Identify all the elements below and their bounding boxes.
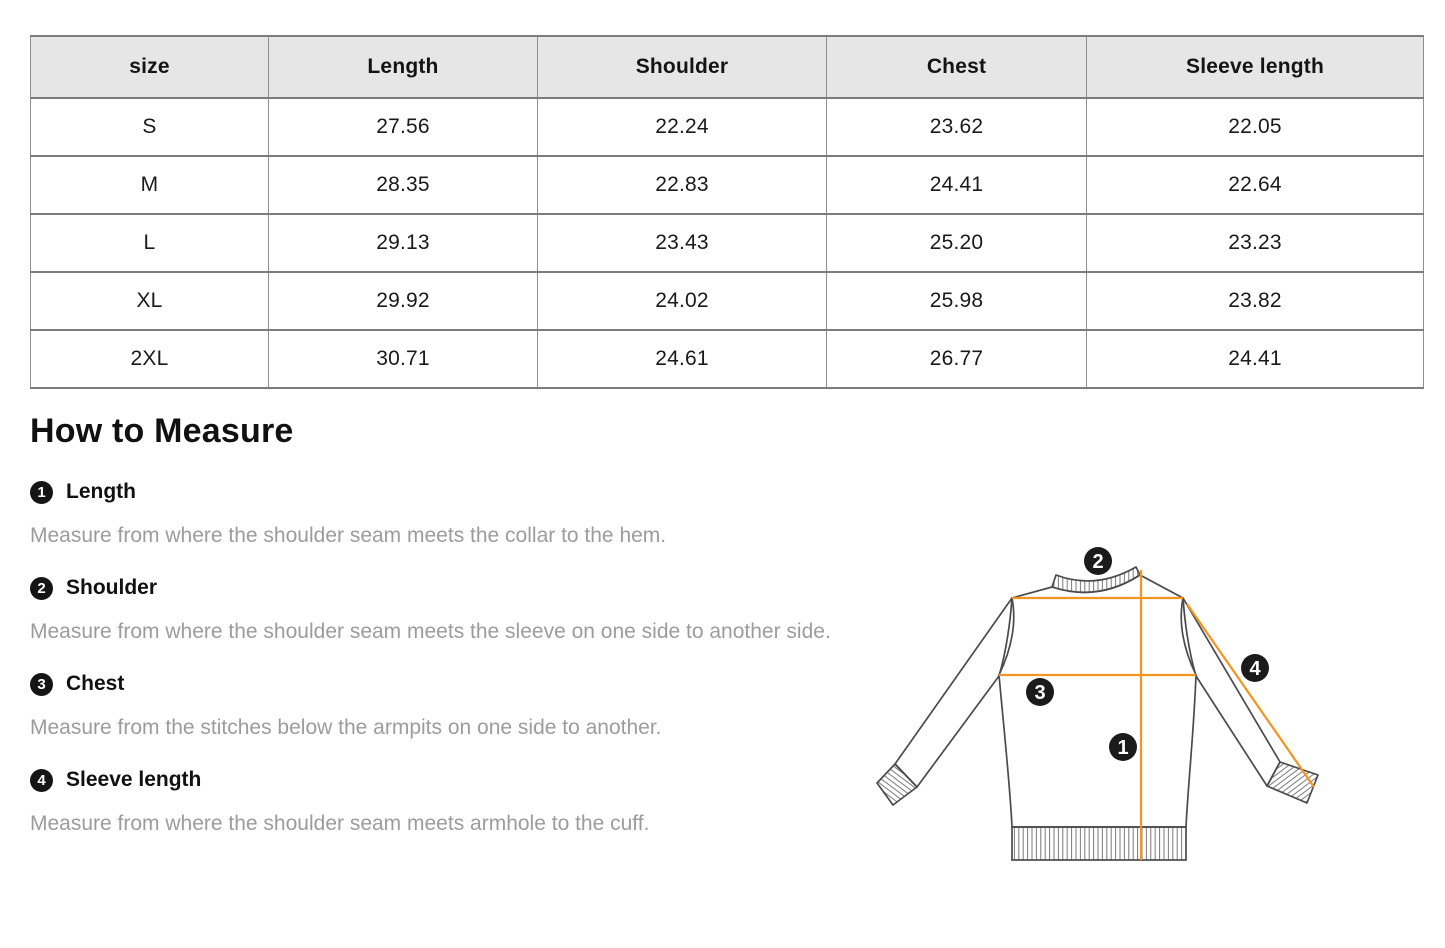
how-to-measure-section bbox=[30, 404, 930, 837]
measurement-cell: 22.05 bbox=[1087, 98, 1424, 156]
measurement-cell: 26.77 bbox=[827, 330, 1087, 388]
size-chart-table bbox=[30, 35, 1424, 389]
measure-item-chest bbox=[30, 672, 930, 696]
measure-item-label: Chest bbox=[66, 672, 125, 695]
column-header-sleeve-length: Sleeve length bbox=[1087, 36, 1424, 98]
measure-item-description: Measure from the stitches below the armpits on one side to another. bbox=[30, 716, 662, 739]
size-cell: S bbox=[31, 98, 269, 156]
measure-item-label: Length bbox=[66, 480, 136, 503]
sweater-body bbox=[999, 575, 1196, 827]
measurement-cell: 24.41 bbox=[827, 156, 1087, 214]
diagram-badge-shoulder bbox=[1084, 547, 1112, 575]
measurement-cell: 22.83 bbox=[538, 156, 827, 214]
section-title: How to Measure bbox=[30, 412, 294, 450]
number-badge: 2 bbox=[30, 577, 53, 600]
measure-item-label: Sleeve length bbox=[66, 768, 202, 791]
svg-text:4: 4 bbox=[1249, 658, 1261, 680]
svg-text:3: 3 bbox=[1034, 682, 1046, 704]
left-sleeve bbox=[895, 598, 1012, 787]
measurement-cell: 25.98 bbox=[827, 272, 1087, 330]
table-row bbox=[31, 98, 1424, 156]
measure-item-description: Measure from where the shoulder seam meets armhole to the cuff. bbox=[30, 812, 650, 835]
svg-text:2: 2 bbox=[1092, 551, 1104, 573]
table-row bbox=[31, 156, 1424, 214]
size-cell: L bbox=[31, 214, 269, 272]
number-badge: 4 bbox=[30, 769, 53, 792]
number-badge: 3 bbox=[30, 673, 53, 696]
hem-band bbox=[1012, 827, 1186, 860]
table-row bbox=[31, 214, 1424, 272]
sweater-measurement-diagram bbox=[855, 540, 1340, 880]
measurement-cell: 29.13 bbox=[269, 214, 538, 272]
size-cell: M bbox=[31, 156, 269, 214]
measurement-cell: 22.64 bbox=[1087, 156, 1424, 214]
measure-item-shoulder bbox=[30, 576, 930, 600]
measure-item-sleeve-length bbox=[30, 768, 930, 792]
size-cell: 2XL bbox=[31, 330, 269, 388]
measurement-cell: 22.24 bbox=[538, 98, 827, 156]
diagram-badge-chest bbox=[1026, 678, 1054, 706]
measurement-cell: 28.35 bbox=[269, 156, 538, 214]
measurement-cell: 29.92 bbox=[269, 272, 538, 330]
measure-item-length bbox=[30, 480, 930, 504]
measure-item-description: Measure from where the shoulder seam meets the collar to the hem. bbox=[30, 524, 667, 547]
measurement-cell: 27.56 bbox=[269, 98, 538, 156]
column-header-length: Length bbox=[269, 36, 538, 98]
measurement-cell: 24.41 bbox=[1087, 330, 1424, 388]
measurement-cell: 24.61 bbox=[538, 330, 827, 388]
measurement-cell: 24.02 bbox=[538, 272, 827, 330]
measurement-cell: 23.23 bbox=[1087, 214, 1424, 272]
column-header-shoulder: Shoulder bbox=[538, 36, 827, 98]
column-header-size: size bbox=[31, 36, 269, 98]
svg-text:1: 1 bbox=[1117, 737, 1129, 759]
measure-item-label: Shoulder bbox=[66, 576, 158, 599]
table-header-row bbox=[31, 36, 1424, 98]
number-badge: 1 bbox=[30, 481, 53, 504]
measurement-cell: 25.20 bbox=[827, 214, 1087, 272]
column-header-chest: Chest bbox=[827, 36, 1087, 98]
diagram-badge-length bbox=[1109, 733, 1137, 761]
table-row bbox=[31, 272, 1424, 330]
table-row bbox=[31, 330, 1424, 388]
measurement-cell: 30.71 bbox=[269, 330, 538, 388]
right-sleeve bbox=[1183, 598, 1280, 786]
measurement-cell: 23.43 bbox=[538, 214, 827, 272]
measurement-cell: 23.62 bbox=[827, 98, 1087, 156]
diagram-badge-sleeve bbox=[1241, 654, 1269, 682]
size-cell: XL bbox=[31, 272, 269, 330]
measure-item-description: Measure from where the shoulder seam meets the sleeve on one side to another side. bbox=[30, 620, 831, 643]
measurement-cell: 23.82 bbox=[1087, 272, 1424, 330]
